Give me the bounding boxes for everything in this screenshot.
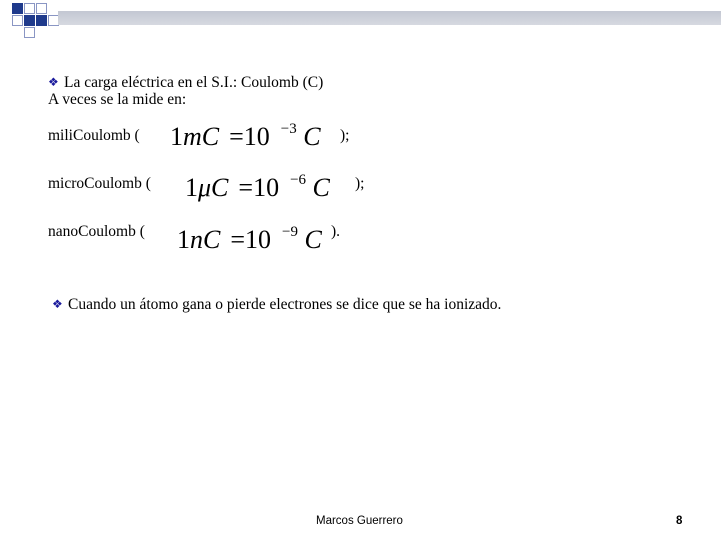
label-microcoulomb: microCoulomb (: [48, 175, 151, 192]
close-nanocoulomb: ).: [331, 223, 341, 240]
page-number: 8: [676, 515, 683, 527]
deco-square: [24, 27, 35, 38]
close-milicoulomb: );: [340, 127, 350, 144]
text-line-measure: A veces se la mide en:: [48, 91, 187, 108]
deco-square: [24, 3, 35, 14]
diamond-bullet-icon: ❖: [48, 75, 59, 89]
deco-square: [36, 3, 47, 14]
text-line-ionization-label: Cuando un átomo gana o pierde electrones se dice que se ha ionizado.: [68, 296, 502, 313]
deco-square: [24, 15, 35, 26]
text-line-charge: [48, 73, 323, 92]
label-nanocoulomb: nanoCoulomb (: [48, 223, 145, 240]
equation-nanocoulomb: 1nC =10 $^{-9}$ C: [177, 224, 322, 254]
text-line-charge-label: La carga eléctrica en el S.I.: Coulomb (C): [64, 74, 324, 91]
text-line-ionization: [52, 295, 501, 314]
equation-milicoulomb: 1mC =10 $^{-3}$ C: [170, 121, 321, 151]
deco-square: [12, 3, 23, 14]
header-bar: [58, 11, 721, 25]
deco-square: [12, 15, 23, 26]
diamond-bullet-icon: ❖: [52, 297, 63, 311]
footer-author: Marcos Guerrero: [316, 515, 403, 527]
deco-square: [36, 15, 47, 26]
close-microcoulomb: );: [355, 175, 365, 192]
label-milicoulomb: miliCoulomb (: [48, 127, 140, 144]
equation-microcoulomb: 1μC =10 $^{-6}$ C: [185, 172, 330, 202]
